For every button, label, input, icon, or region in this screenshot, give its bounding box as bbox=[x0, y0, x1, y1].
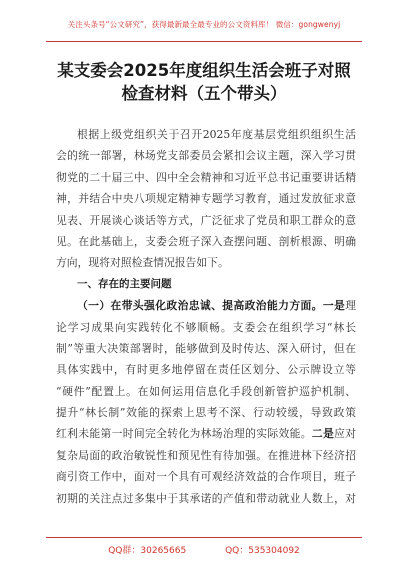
point-label: 二是 bbox=[311, 427, 335, 441]
intro-line: 方向，现将对照检查情况报告如下。 bbox=[56, 256, 229, 270]
subsection-heading: （一）在带头强化政治忠诚、提高政治能力方面。 bbox=[77, 299, 323, 313]
intro-line: 根据上级党组织关于召开2025年度基层党组织组织生活 bbox=[77, 128, 356, 141]
footer-qq-group: QQ群：30265665 bbox=[108, 546, 187, 556]
footer-divider bbox=[46, 537, 362, 538]
body-line bbox=[56, 423, 356, 444]
header-promo-note: 关注头条号“公文研究”，获得最新最全最专业的公文资料库！ 微信：gongwenyj bbox=[67, 20, 341, 29]
subsection-heading-line bbox=[56, 295, 356, 316]
body-line: 商引资工作中，面对一个具有可观经济效益的合作项目，班子 bbox=[56, 470, 356, 484]
intro-line: 会的统一部署，林场党支部委员会紧扣会议主题，深入学习贯 bbox=[56, 149, 356, 163]
header-divider bbox=[46, 41, 362, 42]
body-line: “硬件”配置上。在如何运用信息化手段创新管护巡护机制、 bbox=[56, 384, 356, 398]
body-line: 制”等重大决策部署时，能够做到及时传达、深入研讨，但在 bbox=[56, 341, 356, 355]
intro-line: 见。在此基础上，支委会班子深入查摆问题、剖析根源、明确 bbox=[56, 234, 356, 248]
title-line-1: 某支委会2025年度组织生活会班子对照 bbox=[57, 61, 351, 80]
body-text: 应对 bbox=[334, 427, 356, 441]
body-line: 提升“林长制”效能的探索上思考不深、行动较缓，导致政策 bbox=[56, 406, 356, 420]
body-text: 红利未能第一时间完全转化为林场治理的实际效能。 bbox=[56, 427, 312, 441]
point-label: 一是 bbox=[322, 299, 346, 313]
intro-line: 神，并结合中央八项规定精神专题学习教育，通过发放征求意 bbox=[56, 192, 356, 206]
footer-contact bbox=[0, 543, 408, 556]
document-title bbox=[40, 59, 368, 105]
footer-qq: QQ：535304092 bbox=[225, 546, 300, 556]
title-line-2: 检查材料（五个带头） bbox=[121, 84, 287, 103]
intro-line: 彻党的二十届三中、四中全会精神和习近平总书记重要讲话精 bbox=[56, 170, 356, 184]
body-text: 理 bbox=[345, 299, 356, 313]
document-body bbox=[56, 124, 356, 509]
section-heading: 一、存在的主要问题 bbox=[77, 277, 172, 290]
intro-line: 见表、开展谈心谈话等方式，广泛征求了党员和职工群众的意 bbox=[56, 213, 356, 227]
body-line: 具体实践中，有时更多地停留在责任区划分、公示牌设立等 bbox=[56, 363, 356, 377]
body-line: 复杂局面的政治敏锐性和预见性有待加强。在推进林下经济招 bbox=[56, 448, 356, 462]
body-line: 论学习成果向实践转化不够顺畅。支委会在组织学习“林长 bbox=[56, 320, 356, 334]
body-line: 初期的关注点过多集中于其承诺的产值和带动就业人数上，对 bbox=[56, 491, 356, 505]
